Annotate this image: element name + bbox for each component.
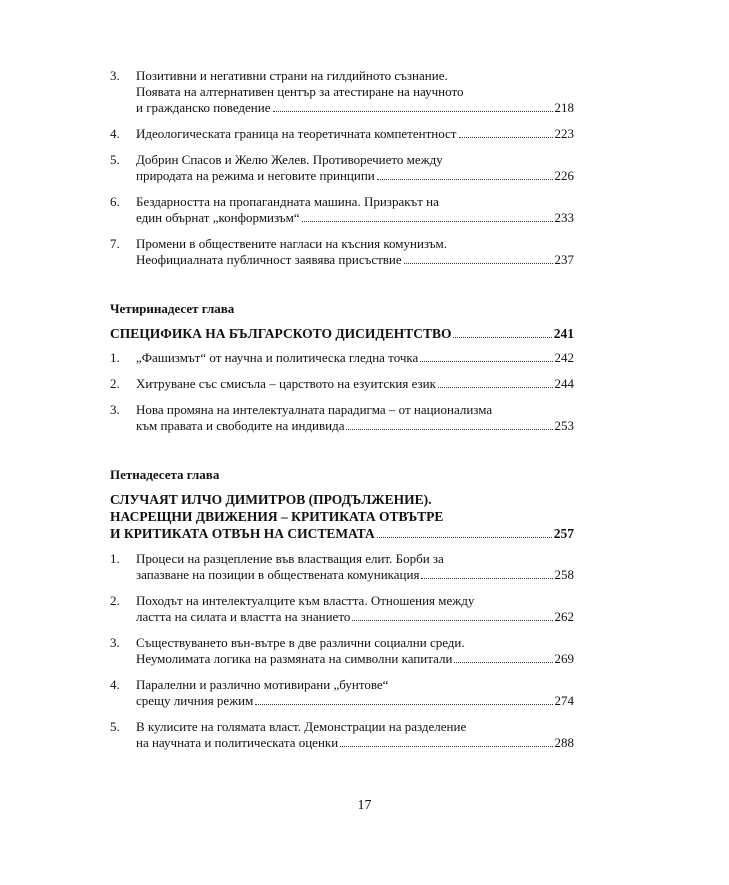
toc-entry-line: Походът на интелектуалците към властта. Отношения между — [136, 593, 475, 608]
toc-entry-body — [136, 635, 574, 667]
toc-entry-line: Паралелни и различно мотивирани „бунтове“ — [136, 677, 389, 692]
toc-entry-text: срещу личния режим — [136, 693, 254, 708]
toc-page-number: 237 — [554, 252, 574, 267]
toc-entry — [110, 402, 574, 434]
chapter-15-entries — [110, 551, 574, 761]
toc-line-with-page — [136, 376, 574, 392]
toc-entry-body — [136, 68, 574, 116]
toc-entry — [110, 719, 574, 751]
dot-leader — [273, 110, 553, 112]
dot-leader — [377, 178, 553, 180]
toc-entry-text: Хитруване със смисъла – царството на езуитския език — [136, 376, 436, 391]
toc-line-with-page — [136, 252, 574, 268]
toc-line-with-page — [110, 325, 574, 342]
chapter-15-title — [110, 491, 574, 542]
toc-entry — [110, 126, 574, 142]
dot-leader — [404, 262, 553, 264]
toc-entry-number: 3. — [110, 402, 120, 417]
toc-entry-line: Промени в обществените нагласи на късния комунизъм. — [136, 236, 448, 251]
toc-line-with-page — [136, 651, 574, 667]
toc-entry-line: В кулисите на голямата власт. Демонстрации на разделение — [136, 719, 467, 734]
toc-entry-number: 1. — [110, 350, 120, 365]
dot-leader — [421, 577, 552, 579]
chapter-title-line: СЛУЧАЯТ ИЛЧО ДИМИТРОВ (ПРОДЪЛЖЕНИЕ). — [110, 492, 432, 507]
chapter-14-title — [110, 325, 574, 342]
chapter-14-label: Четиринадесет глава — [110, 301, 235, 316]
toc-entry-body — [136, 677, 574, 709]
toc-entry-body — [136, 126, 574, 142]
chapter-14-entries — [110, 350, 574, 444]
toc-entry-body — [136, 402, 574, 434]
dot-leader — [352, 619, 552, 621]
dot-leader — [302, 220, 553, 222]
toc-entry — [110, 635, 574, 667]
toc-entry-body — [136, 551, 574, 583]
toc-entry — [110, 677, 574, 709]
toc-entry — [110, 68, 574, 116]
toc-entry-number: 5. — [110, 152, 120, 167]
dot-leader — [454, 661, 552, 663]
toc-entry-body — [136, 376, 574, 392]
toc-line-with-page — [136, 693, 574, 709]
toc-line-with-page — [136, 210, 574, 226]
toc-entry-text: към правата и свободите на индивида — [136, 418, 345, 433]
dot-leader — [346, 428, 552, 430]
toc-page-number: 218 — [554, 100, 574, 115]
toc-entry-body — [136, 236, 574, 268]
dot-leader — [377, 536, 552, 538]
toc-page-number: 258 — [554, 567, 574, 582]
toc-entry-line: Появата на алтернативен център за атестиране на научното — [136, 84, 464, 99]
toc-entry-number: 3. — [110, 68, 120, 83]
chapter-title-line: НАСРЕЩНИ ДВИЖЕНИЯ – КРИТИКАТА ОТВЪТРЕ — [110, 509, 444, 524]
toc-entry — [110, 551, 574, 583]
toc-page-number: 262 — [554, 609, 574, 624]
toc-entry-text: Неофициалната публичност заявява присъствие — [136, 252, 402, 267]
toc-line-with-page — [136, 567, 574, 583]
toc-entry-text: СПЕЦИФИКА НА БЪЛГАРСКОТО ДИСИДЕНТСТВО — [110, 326, 452, 341]
toc-line-with-page — [136, 100, 574, 116]
toc-page-number: 223 — [554, 126, 574, 141]
toc-entry-line: Бездарността на пропагандната машина. Призракът на — [136, 194, 439, 209]
toc-entry-text: запазване на позиции в обществената комуникация — [136, 567, 420, 582]
toc-entry-number: 1. — [110, 551, 120, 566]
toc-page-number: 257 — [553, 526, 574, 541]
toc-line-with-page — [136, 418, 574, 434]
toc-entry — [110, 376, 574, 392]
toc-entry-line: Съществуването вън-вътре в две различни социални среди. — [136, 635, 465, 650]
toc-entry-number: 7. — [110, 236, 120, 251]
toc-entry-body — [136, 593, 574, 625]
toc-page-number: 288 — [554, 735, 574, 750]
toc-entry-text: „Фашизмът“ от научна и политическа гледна точка — [136, 350, 419, 365]
toc-entry-text: Неумолимата логика на размяната на символни капитали — [136, 651, 453, 666]
dot-leader — [340, 745, 552, 747]
toc-line-with-page — [136, 735, 574, 751]
toc-entry-number: 2. — [110, 593, 120, 608]
toc-line-with-page — [136, 126, 574, 142]
dot-leader — [255, 703, 552, 705]
toc-entry-number: 2. — [110, 376, 120, 391]
toc-entry — [110, 593, 574, 625]
toc-entry-body — [136, 194, 574, 226]
dot-leader — [438, 386, 553, 388]
toc-page-number: 274 — [554, 693, 574, 708]
toc-page-number: 253 — [554, 418, 574, 433]
toc-entry-number: 3. — [110, 635, 120, 650]
toc-line-with-page — [110, 525, 574, 542]
toc-entry — [110, 236, 574, 268]
toc-entry — [110, 350, 574, 366]
toc-entry-number: 5. — [110, 719, 120, 734]
toc-entry-body — [136, 152, 574, 184]
toc-line-with-page — [136, 350, 574, 366]
toc-entry-number: 4. — [110, 677, 120, 692]
toc-entry-text: и гражданско поведение — [136, 100, 271, 115]
toc-entry-text: на научната и политическата оценки — [136, 735, 339, 750]
dot-leader — [453, 336, 551, 338]
toc-entry — [110, 152, 574, 184]
toc-page-number: 244 — [554, 376, 574, 391]
toc-entry-body — [136, 719, 574, 751]
dot-leader — [420, 360, 552, 362]
toc-page-number: 233 — [554, 210, 574, 225]
toc-entry-text: природата на режима и неговите принципи — [136, 168, 375, 183]
toc-entry-line: Добрин Спасов и Желю Желев. Противоречието между — [136, 152, 443, 167]
toc-entry-body — [136, 350, 574, 366]
chapter-15-label: Петнадесета глава — [110, 467, 220, 482]
toc-entry — [110, 194, 574, 226]
toc-section-continued — [110, 68, 574, 278]
toc-entry-text: ластта на силата и властта на знанието — [136, 609, 351, 624]
toc-page-number: 242 — [554, 350, 574, 365]
toc-line-with-page — [136, 168, 574, 184]
toc-line-with-page — [136, 609, 574, 625]
toc-entry-text: И КРИТИКАТА ОТВЪН НА СИСТЕМАТА — [110, 526, 375, 541]
toc-entry-line: Нова промяна на интелектуалната парадигма – от национализма — [136, 402, 493, 417]
dot-leader — [459, 136, 553, 138]
toc-page-number: 226 — [554, 168, 574, 183]
toc-entry-line: Процеси на разцепление във властващия елит. Борби за — [136, 551, 444, 566]
toc-page-number: 241 — [553, 326, 574, 341]
toc-entry-number: 4. — [110, 126, 120, 141]
toc-entry-line: Позитивни и негативни страни на гилдийното съзнание. — [136, 68, 448, 83]
toc-entry-number: 6. — [110, 194, 120, 209]
toc-page-number: 269 — [554, 651, 574, 666]
toc-entry-text: един обърнат „конформизъм“ — [136, 210, 300, 225]
toc-entry-text: Идеологическата граница на теоретичната компетентност — [136, 126, 457, 141]
page-number: 17 — [357, 798, 372, 813]
